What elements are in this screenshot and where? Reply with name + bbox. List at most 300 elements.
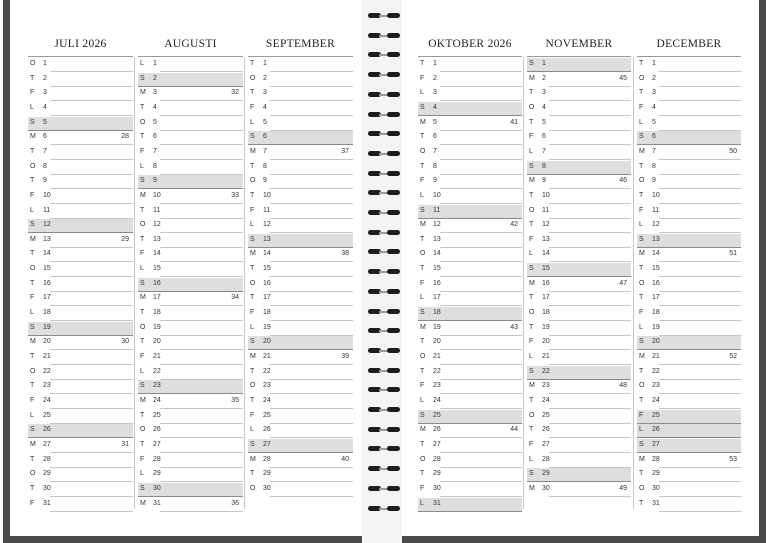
weekday-letter: F xyxy=(30,191,35,199)
week-number: 46 xyxy=(619,177,627,185)
day-number: 20 xyxy=(263,338,271,346)
day-row[interactable] xyxy=(527,102,631,116)
day-row[interactable] xyxy=(138,234,243,248)
weekday-letter: M xyxy=(140,294,146,302)
day-row[interactable] xyxy=(418,307,522,321)
day-row[interactable] xyxy=(248,336,353,350)
day-row[interactable] xyxy=(527,380,631,394)
day-row[interactable] xyxy=(637,439,741,453)
day-row[interactable] xyxy=(248,190,353,204)
day-row[interactable] xyxy=(248,483,353,497)
day-number: 13 xyxy=(652,235,660,243)
column-divider xyxy=(633,57,634,509)
day-row[interactable] xyxy=(527,292,631,306)
weekday-letter: T xyxy=(250,191,255,199)
weekday-letter: M xyxy=(639,147,645,155)
day-row[interactable] xyxy=(637,102,741,116)
weekday-letter: L xyxy=(420,89,424,97)
day-row[interactable] xyxy=(637,131,741,145)
weekday-letter: M xyxy=(639,455,645,463)
day-row[interactable] xyxy=(138,351,243,365)
day-row[interactable] xyxy=(138,498,243,512)
weekday-letter: M xyxy=(639,353,645,360)
day-row[interactable] xyxy=(28,336,133,350)
day-row[interactable] xyxy=(527,366,631,380)
day-number: 16 xyxy=(153,279,161,287)
day-row[interactable] xyxy=(28,410,133,424)
day-row[interactable] xyxy=(527,205,631,219)
day-row[interactable] xyxy=(527,117,631,131)
day-number: 20 xyxy=(153,338,161,346)
day-number: 29 xyxy=(542,470,550,478)
weekday-letter: M xyxy=(529,382,535,390)
day-number: 19 xyxy=(153,323,161,331)
day-number: 4 xyxy=(652,103,656,111)
weekday-letter: T xyxy=(250,265,255,273)
weekday-letter: S xyxy=(420,309,425,317)
day-number: 1 xyxy=(263,60,267,67)
weekday-letter: O xyxy=(250,382,256,390)
day-row[interactable] xyxy=(28,351,133,365)
day-row[interactable] xyxy=(28,424,133,438)
day-row[interactable] xyxy=(248,219,353,233)
day-row[interactable] xyxy=(418,117,522,131)
day-number: 4 xyxy=(433,103,437,111)
week-number: 39 xyxy=(341,353,349,360)
weekday-letter: M xyxy=(529,484,535,492)
day-row[interactable] xyxy=(138,336,243,350)
day-row[interactable] xyxy=(527,263,631,277)
day-row[interactable] xyxy=(138,205,243,219)
spiral-ring xyxy=(368,248,400,257)
ring-loop xyxy=(387,387,400,392)
day-row[interactable] xyxy=(248,424,353,438)
day-row[interactable] xyxy=(637,278,741,292)
day-number: 17 xyxy=(652,294,660,302)
weekday-letter: T xyxy=(420,162,425,170)
day-row[interactable] xyxy=(138,190,243,204)
day-row[interactable] xyxy=(418,395,522,409)
day-number: 16 xyxy=(43,279,51,287)
day-row[interactable] xyxy=(637,380,741,394)
day-number: 31 xyxy=(153,499,161,507)
ring-loop xyxy=(387,249,400,254)
day-row[interactable] xyxy=(28,117,133,131)
day-row[interactable] xyxy=(138,322,243,336)
day-row[interactable] xyxy=(138,131,243,145)
weekday-letter: L xyxy=(420,396,424,404)
day-row[interactable] xyxy=(28,468,133,482)
ring-loop xyxy=(387,151,400,156)
day-row[interactable] xyxy=(527,395,631,409)
weekday-letter: F xyxy=(250,206,255,214)
day-number: 7 xyxy=(43,147,47,155)
day-number: 29 xyxy=(263,470,271,478)
day-row[interactable] xyxy=(418,468,522,482)
day-row[interactable] xyxy=(527,336,631,350)
day-row[interactable] xyxy=(637,205,741,219)
day-row[interactable] xyxy=(418,439,522,453)
day-row[interactable] xyxy=(248,205,353,219)
day-row[interactable] xyxy=(637,483,741,497)
day-number: 20 xyxy=(542,338,550,346)
day-row[interactable] xyxy=(28,248,133,262)
day-row[interactable] xyxy=(527,424,631,438)
day-row[interactable] xyxy=(418,234,522,248)
spiral-ring xyxy=(368,91,400,100)
weekday-letter: O xyxy=(30,60,36,67)
day-row[interactable] xyxy=(138,87,243,101)
month-column xyxy=(418,0,522,520)
day-number: 23 xyxy=(542,382,550,390)
day-row[interactable] xyxy=(637,366,741,380)
weekday-letter: L xyxy=(250,323,254,331)
day-number: 26 xyxy=(263,426,271,434)
day-row[interactable] xyxy=(248,161,353,175)
day-row[interactable] xyxy=(248,395,353,409)
day-number: 24 xyxy=(433,396,441,404)
day-row[interactable] xyxy=(637,234,741,248)
day-number: 7 xyxy=(433,147,437,155)
day-row[interactable] xyxy=(418,483,522,497)
day-row[interactable] xyxy=(637,146,741,160)
day-row[interactable] xyxy=(138,175,243,189)
day-row[interactable] xyxy=(138,424,243,438)
day-row[interactable] xyxy=(248,263,353,277)
week-number: 32 xyxy=(231,89,239,97)
day-row[interactable] xyxy=(637,87,741,101)
day-row[interactable] xyxy=(418,292,522,306)
day-number: 14 xyxy=(542,250,550,258)
day-row[interactable] xyxy=(527,278,631,292)
month-column xyxy=(138,0,243,520)
ring-loop xyxy=(387,230,400,235)
day-row[interactable] xyxy=(637,117,741,131)
weekday-letter: M xyxy=(250,455,256,463)
day-number: 20 xyxy=(43,338,51,346)
day-row[interactable] xyxy=(637,161,741,175)
day-row[interactable] xyxy=(418,131,522,145)
day-row[interactable] xyxy=(28,395,133,409)
day-row[interactable] xyxy=(248,175,353,189)
weekday-letter: O xyxy=(30,265,36,273)
day-number: 18 xyxy=(542,309,550,317)
day-row[interactable] xyxy=(138,483,243,497)
day-row[interactable] xyxy=(418,454,522,468)
day-row[interactable] xyxy=(248,351,353,365)
day-row[interactable] xyxy=(637,424,741,438)
day-number: 28 xyxy=(153,455,161,463)
day-row[interactable] xyxy=(28,146,133,160)
day-row[interactable] xyxy=(248,468,353,482)
day-row[interactable] xyxy=(28,161,133,175)
day-number: 25 xyxy=(153,411,161,419)
day-number: 21 xyxy=(433,353,441,360)
day-row[interactable] xyxy=(527,439,631,453)
day-row[interactable] xyxy=(527,73,631,87)
month-title: OKTOBER 2026 xyxy=(428,38,512,50)
day-row[interactable] xyxy=(28,175,133,189)
day-row[interactable] xyxy=(418,336,522,350)
day-row[interactable] xyxy=(248,454,353,468)
weekday-letter: L xyxy=(639,221,643,229)
day-row[interactable] xyxy=(637,248,741,262)
day-row[interactable] xyxy=(28,102,133,116)
day-row[interactable] xyxy=(28,380,133,394)
day-row[interactable] xyxy=(248,102,353,116)
writing-line xyxy=(659,511,741,512)
day-row[interactable] xyxy=(637,468,741,482)
day-number: 1 xyxy=(652,60,656,67)
weekday-letter: O xyxy=(420,147,426,155)
weekday-letter: T xyxy=(639,89,644,97)
day-number: 19 xyxy=(652,323,660,331)
day-row[interactable] xyxy=(138,73,243,87)
weekday-letter: L xyxy=(529,147,533,155)
day-row[interactable] xyxy=(28,439,133,453)
day-row[interactable] xyxy=(28,205,133,219)
weekday-letter: O xyxy=(420,250,426,258)
day-row[interactable] xyxy=(138,248,243,262)
day-row[interactable] xyxy=(138,117,243,131)
day-row[interactable] xyxy=(527,146,631,160)
day-row[interactable] xyxy=(138,468,243,482)
day-row[interactable] xyxy=(418,410,522,424)
day-row[interactable] xyxy=(248,117,353,131)
day-number: 5 xyxy=(433,118,437,126)
day-row[interactable] xyxy=(527,190,631,204)
day-row[interactable] xyxy=(418,146,522,160)
weekday-letter: L xyxy=(639,426,643,434)
day-row[interactable] xyxy=(418,263,522,277)
day-row[interactable] xyxy=(418,380,522,394)
day-row[interactable] xyxy=(28,219,133,233)
day-number: 12 xyxy=(153,221,161,229)
weekday-letter: S xyxy=(639,133,644,141)
day-row[interactable] xyxy=(637,336,741,350)
weekday-letter: S xyxy=(639,338,644,346)
day-row[interactable] xyxy=(418,87,522,101)
day-row[interactable] xyxy=(527,87,631,101)
day-row[interactable] xyxy=(637,292,741,306)
day-row[interactable] xyxy=(138,439,243,453)
day-number: 30 xyxy=(652,484,660,492)
day-row[interactable] xyxy=(637,410,741,424)
day-row[interactable] xyxy=(248,439,353,453)
day-row[interactable] xyxy=(28,366,133,380)
spiral-ring xyxy=(368,367,400,376)
day-row[interactable] xyxy=(138,263,243,277)
day-number: 6 xyxy=(433,133,437,141)
day-number: 3 xyxy=(542,89,546,97)
weekday-letter: F xyxy=(30,499,35,507)
weekday-letter: S xyxy=(140,279,145,287)
week-number: 45 xyxy=(619,74,627,82)
day-row[interactable] xyxy=(138,292,243,306)
day-row[interactable] xyxy=(527,483,631,497)
day-number: 3 xyxy=(263,89,267,97)
day-row[interactable] xyxy=(637,73,741,87)
day-number: 14 xyxy=(43,250,51,258)
day-number: 4 xyxy=(43,103,47,111)
day-row[interactable] xyxy=(418,102,522,116)
day-row[interactable] xyxy=(248,307,353,321)
spiral-ring xyxy=(368,209,400,218)
day-number: 30 xyxy=(153,484,161,492)
day-row[interactable] xyxy=(138,410,243,424)
day-row[interactable] xyxy=(637,351,741,365)
day-row[interactable] xyxy=(527,468,631,482)
day-row[interactable] xyxy=(248,131,353,145)
weekday-letter: M xyxy=(140,396,146,404)
day-row[interactable] xyxy=(138,161,243,175)
day-row[interactable] xyxy=(28,454,133,468)
day-number: 19 xyxy=(43,323,51,331)
weekday-letter: M xyxy=(420,323,426,331)
weekday-letter: T xyxy=(420,440,425,448)
day-number: 21 xyxy=(43,353,51,360)
spiral-ring xyxy=(368,71,400,80)
day-row[interactable] xyxy=(637,395,741,409)
day-row[interactable] xyxy=(527,322,631,336)
day-row[interactable] xyxy=(527,351,631,365)
day-row[interactable] xyxy=(418,498,522,512)
spiral-ring xyxy=(368,308,400,317)
day-row[interactable] xyxy=(248,292,353,306)
weekday-letter: F xyxy=(30,294,35,302)
day-row[interactable] xyxy=(28,292,133,306)
day-row[interactable] xyxy=(248,58,353,72)
weekday-letter: S xyxy=(420,103,425,111)
day-row[interactable] xyxy=(527,175,631,189)
day-number: 18 xyxy=(433,309,441,317)
day-row[interactable] xyxy=(28,307,133,321)
day-row[interactable] xyxy=(248,146,353,160)
weekday-letter: O xyxy=(250,279,256,287)
day-number: 31 xyxy=(652,499,660,507)
day-row[interactable] xyxy=(138,146,243,160)
day-row[interactable] xyxy=(637,58,741,72)
day-row[interactable] xyxy=(418,278,522,292)
day-row[interactable] xyxy=(248,248,353,262)
day-row[interactable] xyxy=(28,263,133,277)
day-row[interactable] xyxy=(418,175,522,189)
day-row[interactable] xyxy=(418,219,522,233)
day-row[interactable] xyxy=(28,131,133,145)
weekday-letter: S xyxy=(140,177,145,185)
month-title: DECEMBER xyxy=(656,38,722,50)
day-row[interactable] xyxy=(28,73,133,87)
day-number: 13 xyxy=(542,235,550,243)
day-row[interactable] xyxy=(28,278,133,292)
day-row[interactable] xyxy=(527,219,631,233)
weekday-letter: T xyxy=(639,60,644,67)
day-row[interactable] xyxy=(138,102,243,116)
day-row[interactable] xyxy=(527,248,631,262)
day-row[interactable] xyxy=(418,351,522,365)
day-row[interactable] xyxy=(418,424,522,438)
weekday-letter: O xyxy=(639,74,645,82)
day-row[interactable] xyxy=(637,307,741,321)
day-row[interactable] xyxy=(418,73,522,87)
day-row[interactable] xyxy=(28,87,133,101)
day-row[interactable] xyxy=(248,73,353,87)
weekday-letter: T xyxy=(529,396,534,404)
weekday-letter: T xyxy=(639,294,644,302)
day-row[interactable] xyxy=(637,322,741,336)
day-number: 11 xyxy=(652,206,660,214)
day-row[interactable] xyxy=(527,234,631,248)
day-row[interactable] xyxy=(28,190,133,204)
day-number: 18 xyxy=(263,309,271,317)
day-row[interactable] xyxy=(637,190,741,204)
day-row[interactable] xyxy=(28,234,133,248)
weekday-letter: L xyxy=(140,367,144,375)
day-number: 12 xyxy=(263,221,271,229)
day-row[interactable] xyxy=(527,410,631,424)
day-row[interactable] xyxy=(527,131,631,145)
day-number: 10 xyxy=(43,191,51,199)
day-row[interactable] xyxy=(248,234,353,248)
weekday-letter: S xyxy=(250,338,255,346)
weekday-letter: S xyxy=(529,367,534,375)
day-row[interactable] xyxy=(248,410,353,424)
weekday-letter: M xyxy=(420,221,426,229)
day-number: 27 xyxy=(153,440,161,448)
day-row[interactable] xyxy=(637,263,741,277)
day-row[interactable] xyxy=(637,219,741,233)
day-row[interactable] xyxy=(248,366,353,380)
day-row[interactable] xyxy=(28,58,133,72)
day-row[interactable] xyxy=(248,322,353,336)
day-row[interactable] xyxy=(418,322,522,336)
day-row[interactable] xyxy=(28,498,133,512)
day-row[interactable] xyxy=(527,454,631,468)
day-row[interactable] xyxy=(418,190,522,204)
day-row[interactable] xyxy=(418,205,522,219)
day-row[interactable] xyxy=(138,395,243,409)
day-row[interactable] xyxy=(527,161,631,175)
day-row[interactable] xyxy=(527,58,631,72)
day-row[interactable] xyxy=(138,219,243,233)
day-row[interactable] xyxy=(637,175,741,189)
day-row[interactable] xyxy=(418,58,522,72)
day-row[interactable] xyxy=(138,58,243,72)
weekday-letter: T xyxy=(30,250,35,258)
day-row[interactable] xyxy=(28,483,133,497)
day-number: 14 xyxy=(153,250,161,258)
day-number: 2 xyxy=(263,74,267,82)
day-row[interactable] xyxy=(138,307,243,321)
day-row[interactable] xyxy=(637,454,741,468)
day-row[interactable] xyxy=(248,278,353,292)
day-row[interactable] xyxy=(138,454,243,468)
day-row[interactable] xyxy=(28,322,133,336)
day-row[interactable] xyxy=(527,307,631,321)
day-row[interactable] xyxy=(138,380,243,394)
day-row[interactable] xyxy=(248,380,353,394)
day-row[interactable] xyxy=(418,366,522,380)
day-row[interactable] xyxy=(637,498,741,512)
week-number: 30 xyxy=(121,338,129,346)
ring-loop xyxy=(387,13,400,18)
day-row[interactable] xyxy=(248,87,353,101)
day-row[interactable] xyxy=(138,366,243,380)
day-row[interactable] xyxy=(138,278,243,292)
day-row[interactable] xyxy=(418,161,522,175)
day-number: 13 xyxy=(153,235,161,243)
day-row[interactable] xyxy=(418,248,522,262)
